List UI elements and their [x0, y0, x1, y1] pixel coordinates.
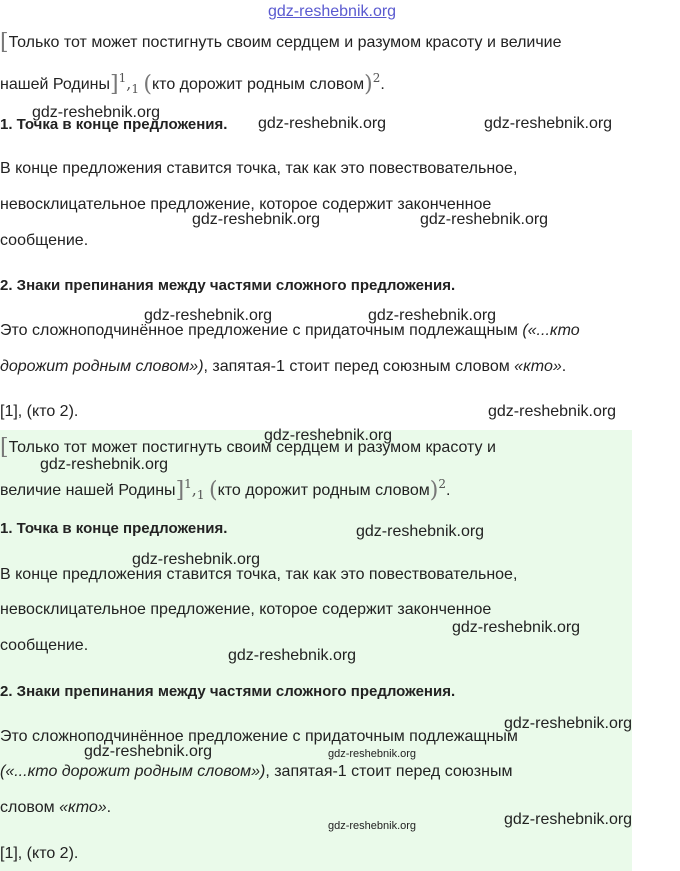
watermark: gdz-reshebnik.org [192, 211, 321, 228]
block1-scheme: [1], (кто 2). [0, 403, 79, 420]
block2-p1-line1: В конце предложения ставится точка, так как это повествовательное, [0, 566, 518, 583]
block2-p1-line3: сообщение. [0, 637, 89, 654]
watermark: gdz-reshebnik.org [264, 427, 393, 444]
close-paren-glyph: ) [364, 72, 373, 97]
block1-heading-2: 2. Знаки препинания между частями сложного предложения. [0, 277, 456, 294]
block1-sentence-line2: нашей $Родины]^1,_1$ (кто дорожит родным словом)$^2$. [0, 71, 385, 97]
watermark: gdz-reshebnik.org [356, 523, 485, 540]
watermark: gdz-reshebnik.org [328, 748, 417, 760]
block1-sentence-line1: [Только тот может постигнуть своим сердцем и разумом красоту и величие [0, 30, 562, 55]
block2-heading-2: 2. Знаки препинания между частями сложного предложения. [0, 683, 456, 700]
watermark: gdz-reshebnik.org [504, 715, 633, 732]
watermark: gdz-reshebnik.org [228, 647, 357, 664]
watermark: gdz-reshebnik.org [132, 551, 261, 568]
open-paren-glyph: ( [208, 478, 218, 503]
watermark: gdz-reshebnik.org [144, 307, 273, 324]
block2-scheme: [1], (кто 2). [0, 845, 79, 862]
watermark-link[interactable]: gdz-reshebnik.org [268, 3, 397, 20]
block2-p2-line3: словом «кто». [0, 799, 112, 816]
watermark: gdz-reshebnik.org [368, 307, 497, 324]
close-paren-glyph: ) [429, 478, 439, 503]
close-bracket-glyph: ] [175, 478, 185, 503]
block1-p1-line1: В конце предложения ставится точка, так как это повествовательное, [0, 160, 518, 177]
block2-p2-line1: Это сложноподчинённое предложение с придаточным подлежащным [0, 728, 518, 745]
open-paren-glyph: ( [143, 72, 152, 97]
block1-heading-1: 1. Точка в конце предложения. [0, 116, 228, 133]
block2-heading-1: 1. Точка в конце предложения. [0, 520, 228, 537]
watermark: gdz-reshebnik.org [84, 743, 213, 760]
block2-sentence-line1: [Только тот может постигнуть своим сердцем и разумом красоту и [0, 435, 496, 460]
watermark: gdz-reshebnik.org [452, 619, 581, 636]
block2-sentence-line2: величие нашей $Родины]^1,_1$ (кто дорожит родным словом)$^2$. [0, 477, 451, 503]
block2-p1-line2: невосклицательное предложение, которое содержит законченное [0, 601, 492, 618]
watermark: gdz-reshebnik.org [420, 211, 549, 228]
block1-p2-line1: Это сложноподчинённое предложение с придаточным подлежащным («...кто [0, 322, 580, 339]
watermark: gdz-reshebnik.org [328, 820, 417, 832]
watermark: gdz-reshebnik.org [40, 456, 169, 473]
watermark: gdz-reshebnik.org [484, 115, 613, 132]
block1-p2-line2: дорожит родным словом»), запятая-1 стоит перед союзным словом «кто». [0, 358, 567, 375]
block1-p1-line2: невосклицательное предложение, которое содержит законченное [0, 196, 492, 213]
close-bracket-glyph: ] [109, 72, 119, 97]
block1-p1-line3: сообщение. [0, 232, 89, 249]
open-bracket-glyph: [ [0, 435, 9, 460]
watermark: gdz-reshebnik.org [488, 403, 617, 420]
watermark: gdz-reshebnik.org [32, 104, 161, 121]
watermark: gdz-reshebnik.org [258, 115, 387, 132]
open-bracket-glyph: [ [0, 30, 9, 55]
block2-p2-line2: («...кто дорожит родным словом»), запятая-1 стоит перед союзным [0, 763, 513, 780]
watermark: gdz-reshebnik.org [504, 811, 633, 828]
